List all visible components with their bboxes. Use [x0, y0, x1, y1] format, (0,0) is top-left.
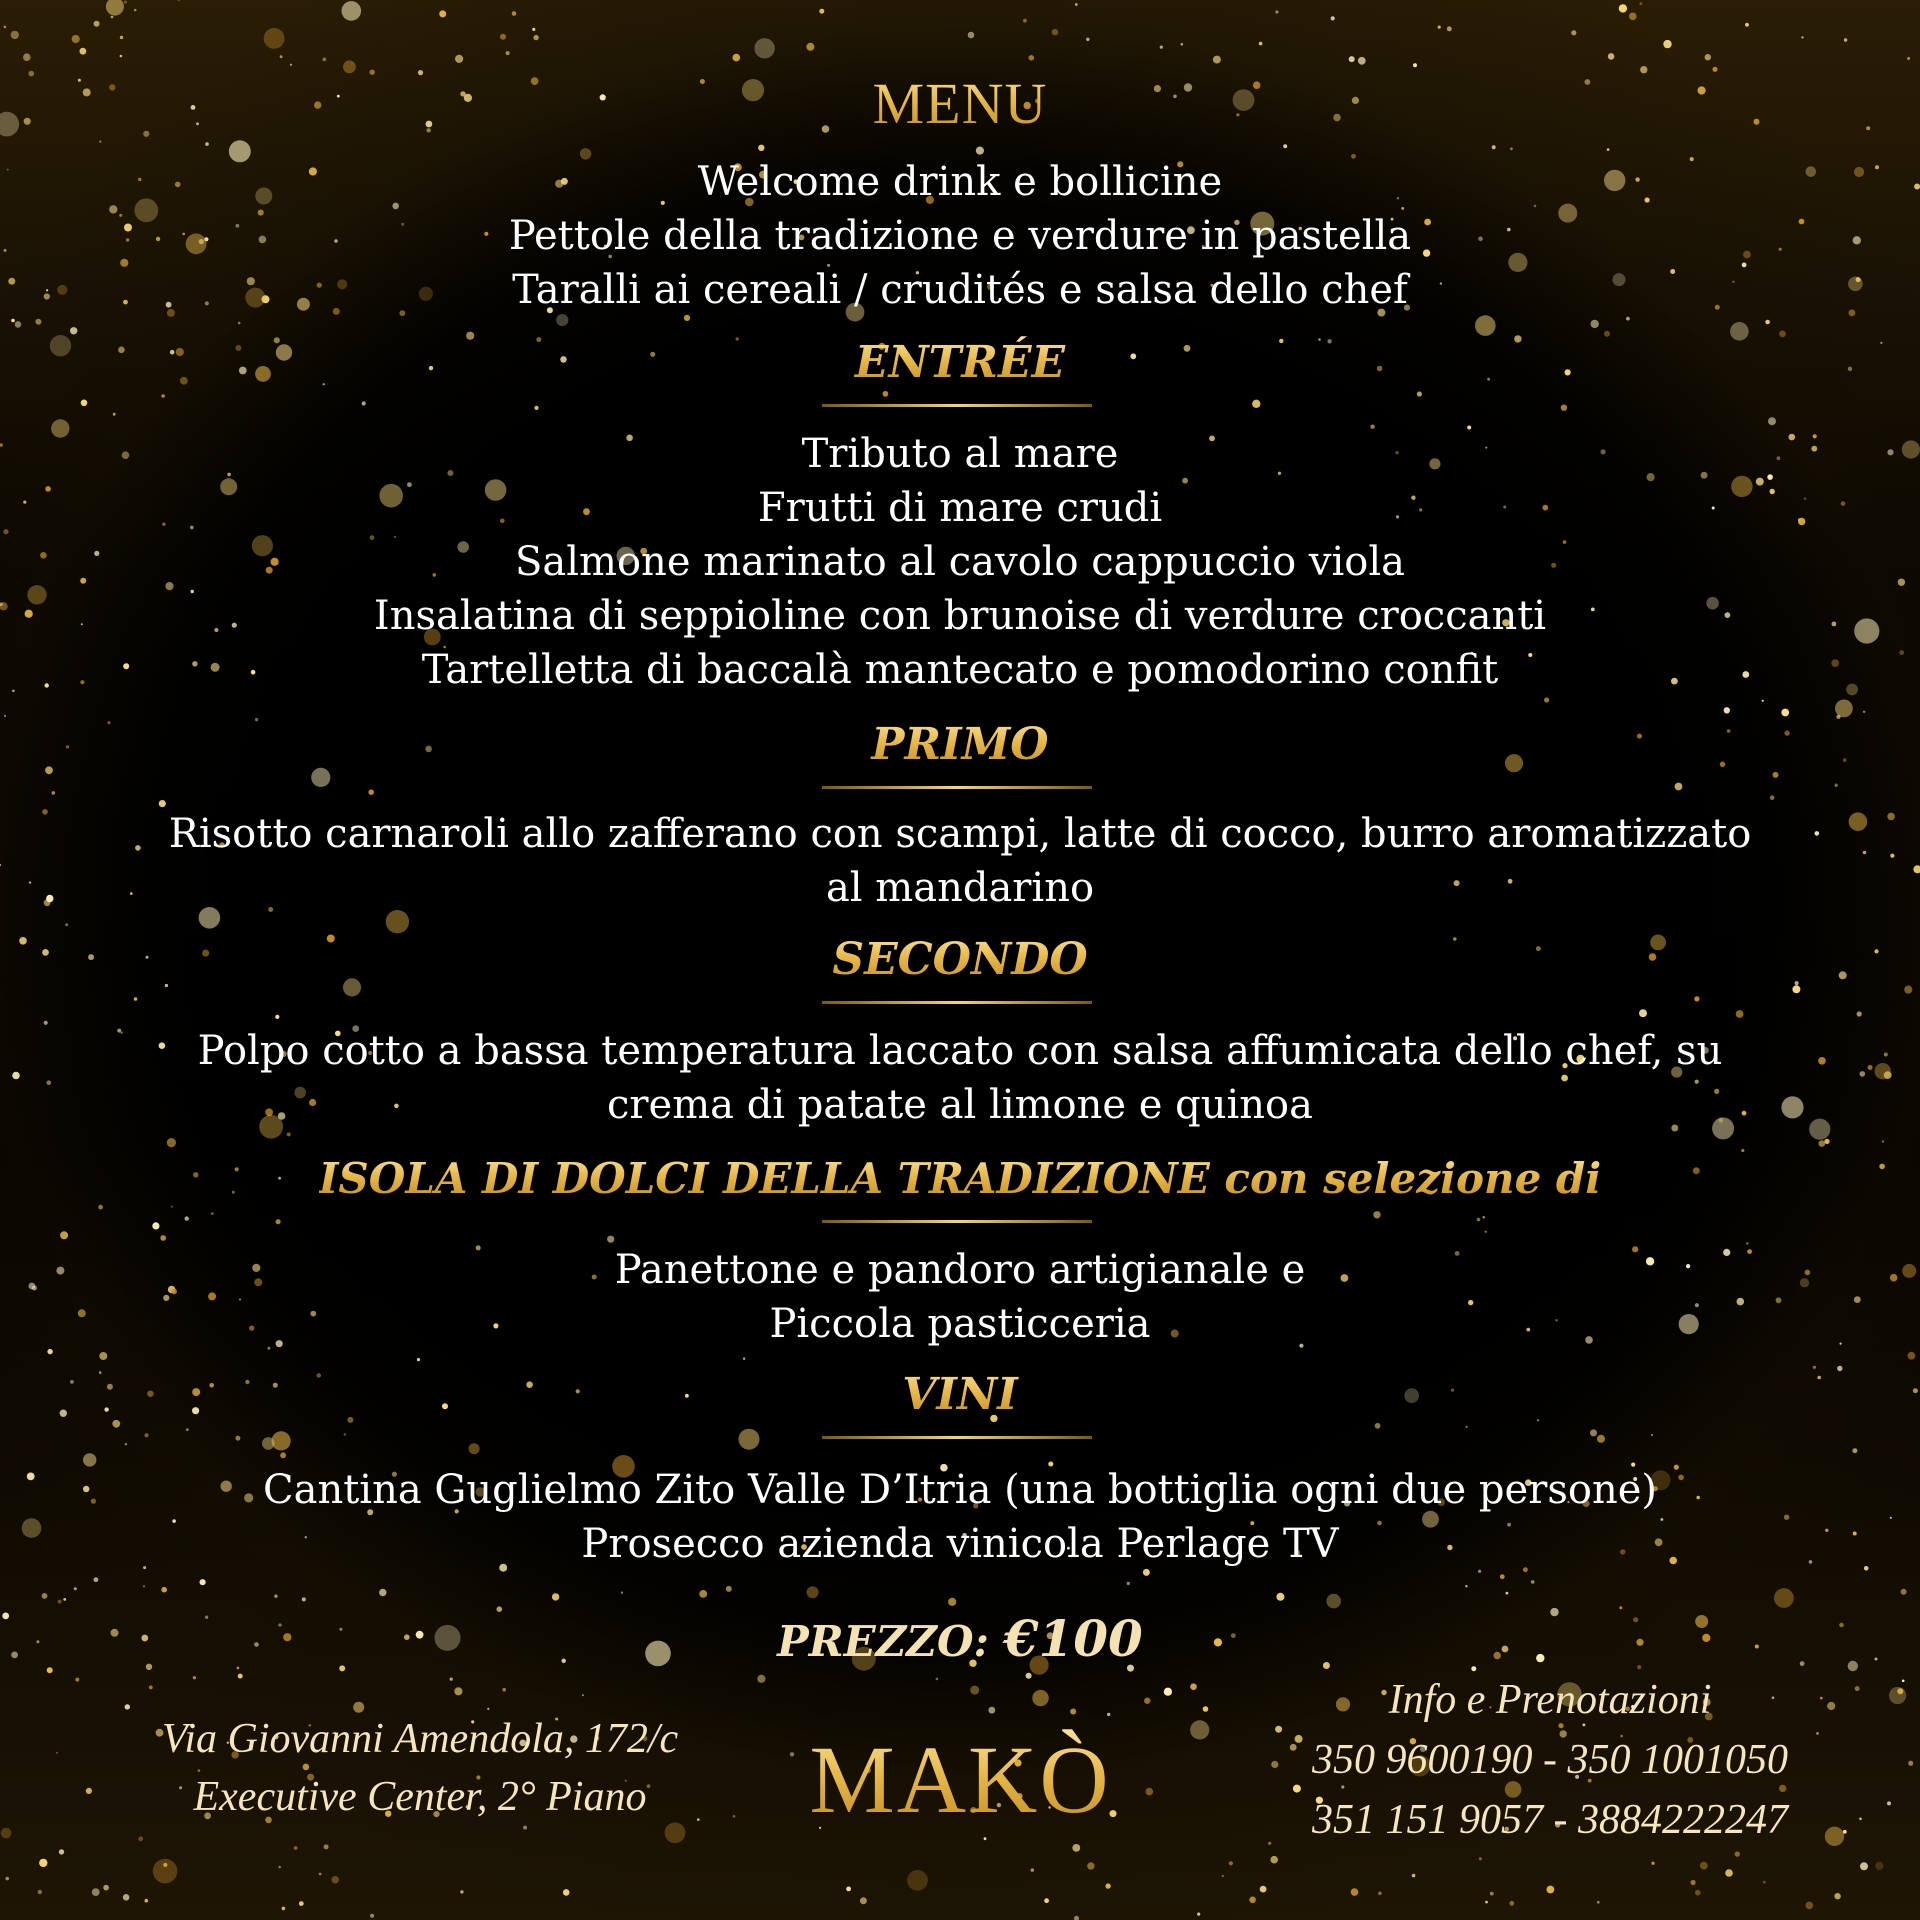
glitter-sparkle	[460, 1890, 463, 1893]
glitter-sparkle	[332, 1876, 339, 1883]
glitter-sparkle	[1806, 1902, 1814, 1910]
glitter-sparkle	[1608, 53, 1615, 60]
glitter-sparkle	[1, 1828, 12, 1839]
glitter-sparkle	[319, 1873, 322, 1876]
glitter-sparkle	[145, 1433, 149, 1437]
glitter-sparkle	[290, 64, 292, 66]
dolci-divider	[822, 1220, 1092, 1223]
glitter-sparkle	[1531, 1580, 1535, 1584]
glitter-sparkle	[1276, 1593, 1284, 1601]
glitter-sparkle	[1763, 1881, 1766, 1884]
glitter-sparkle	[1466, 1426, 1468, 1428]
glitter-sparkle	[757, 1675, 765, 1683]
glitter-sparkle	[1031, 1868, 1034, 1871]
glitter-sparkle	[362, 401, 366, 405]
glitter-sparkle	[111, 16, 114, 19]
glitter-sparkle	[81, 400, 88, 407]
glitter-sparkle	[743, 1358, 745, 1360]
glitter-sparkle	[1351, 1888, 1359, 1896]
glitter-sparkle	[1485, 1901, 1488, 1904]
price	[0, 1609, 1920, 1669]
glitter-sparkle	[1736, 1010, 1744, 1018]
glitter-sparkle	[1075, 3, 1078, 6]
glitter-sparkle	[1326, 1594, 1341, 1609]
glitter-sparkle	[1889, 1687, 1906, 1704]
glitter-sparkle	[282, 1907, 286, 1911]
glitter-sparkle	[120, 55, 123, 58]
glitter-sparkle	[1762, 700, 1764, 702]
glitter-sparkle	[75, 1678, 79, 1682]
glitter-sparkle	[280, 1452, 286, 1458]
glitter-sparkle	[1086, 38, 1089, 41]
glitter-sparkle	[211, 1212, 214, 1215]
glitter-sparkle	[124, 0, 127, 3]
glitter-sparkle	[988, 1707, 995, 1714]
glitter-sparkle	[1597, 1435, 1605, 1443]
glitter-sparkle	[1029, 55, 1035, 61]
glitter-sparkle	[1477, 1218, 1481, 1222]
address-block	[100, 1710, 740, 1826]
glitter-sparkle	[1072, 1844, 1080, 1852]
glitter-sparkle	[1773, 772, 1779, 778]
glitter-sparkle	[123, 1894, 130, 1901]
glitter-sparkle	[450, 1678, 453, 1681]
glitter-sparkle	[99, 1352, 107, 1360]
glitter-sparkle	[1590, 1429, 1597, 1436]
primo-items	[0, 807, 1920, 915]
address-line-street: Via Giovanni Amendola, 172/c	[161, 1716, 679, 1762]
glitter-sparkle	[1781, 709, 1789, 717]
glitter-sparkle	[274, 1595, 277, 1598]
menu-item: Panettone e pandoro artigianale e	[614, 1247, 1306, 1293]
glitter-sparkle	[1695, 1890, 1701, 1896]
glitter-sparkle	[52, 791, 56, 795]
glitter-sparkle	[454, 1687, 462, 1695]
glitter-sparkle	[607, 1236, 614, 1243]
glitter-sparkle	[161, 1587, 167, 1593]
glitter-sparkle	[534, 406, 538, 410]
glitter-sparkle	[370, 1914, 374, 1918]
glitter-sparkle	[125, 1443, 127, 1445]
glitter-sparkle	[739, 1429, 760, 1450]
glitter-sparkle	[1105, 1883, 1110, 1888]
glitter-sparkle	[86, 1788, 92, 1794]
info-block	[1240, 1670, 1860, 1850]
glitter-sparkle	[134, 9, 137, 12]
glitter-sparkle	[936, 1678, 939, 1681]
glitter-sparkle	[1774, 1588, 1794, 1608]
glitter-sparkle	[1213, 56, 1221, 64]
glitter-sparkle	[94, 21, 100, 27]
glitter-sparkle	[160, 1235, 166, 1241]
glitter-sparkle	[1417, 391, 1422, 396]
glitter-sparkle	[1074, 1916, 1079, 1920]
glitter-sparkle	[1863, 711, 1865, 713]
glitter-sparkle	[264, 28, 285, 49]
glitter-sparkle	[56, 1752, 58, 1754]
glitter-sparkle	[1087, 1862, 1094, 1869]
glitter-sparkle	[1259, 42, 1263, 46]
glitter-sparkle	[846, 1887, 851, 1892]
entree-heading: ENTRÉE	[0, 336, 1920, 390]
glitter-sparkle	[275, 1015, 279, 1019]
primo-heading: PRIMO	[0, 718, 1920, 772]
glitter-sparkle	[1907, 57, 1910, 60]
glitter-sparkle	[552, 1593, 559, 1600]
glitter-sparkle	[238, 322, 241, 325]
glitter-sparkle	[1887, 1801, 1891, 1805]
dolci-heading-main: ISOLA DI DOLCI DELLA TRADIZIONE	[318, 1154, 1210, 1203]
glitter-sparkle	[469, 1443, 480, 1454]
vini-divider	[822, 1436, 1092, 1439]
glitter-sparkle	[1181, 43, 1184, 46]
glitter-sparkle	[1378, 1892, 1382, 1896]
glitter-sparkle	[1190, 1720, 1209, 1739]
glitter-sparkle	[1619, 1606, 1622, 1609]
glitter-sparkle	[1735, 1851, 1740, 1856]
glitter-sparkle	[153, 1859, 178, 1884]
menu-item: Piccola pasticceria	[769, 1301, 1151, 1347]
glitter-sparkle	[205, 142, 209, 146]
glitter-sparkle	[134, 997, 138, 1001]
glitter-sparkle	[1629, 12, 1637, 20]
secondo-items	[0, 1024, 1920, 1132]
glitter-sparkle	[4, 715, 6, 717]
glitter-sparkle	[1509, 1901, 1514, 1906]
glitter-sparkle	[11, 31, 19, 39]
glitter-sparkle	[58, 1600, 62, 1604]
menu-item: al mandarino	[825, 865, 1095, 911]
dolci-items	[0, 1243, 1920, 1351]
glitter-sparkle	[1026, 1673, 1032, 1679]
menu-item: Salmone marinato al cavolo cappuccio viola	[515, 539, 1405, 585]
glitter-sparkle	[582, 1694, 584, 1696]
glitter-sparkle	[1844, 38, 1847, 41]
glitter-sparkle	[103, 1885, 109, 1891]
mako-logo: MAKÒ	[760, 1725, 1160, 1835]
menu-item: Polpo cotto a bassa temperatura laccato con salsa affumicata dello chef, su	[197, 1028, 1723, 1074]
glitter-sparkle	[1358, 57, 1366, 65]
glitter-sparkle	[302, 1597, 306, 1601]
glitter-sparkle	[23, 53, 31, 61]
glitter-sparkle	[754, 38, 774, 58]
glitter-sparkle	[200, 1579, 206, 1585]
glitter-sparkle	[193, 1676, 196, 1679]
glitter-sparkle	[883, 391, 889, 397]
glitter-sparkle	[1275, 10, 1278, 13]
glitter-sparkle	[1591, 320, 1599, 328]
glitter-sparkle	[1252, 400, 1260, 408]
glitter-sparkle	[1651, 1862, 1654, 1865]
glitter-sparkle	[287, 1132, 291, 1136]
glitter-sparkle	[70, 327, 77, 334]
glitter-sparkle	[1770, 795, 1775, 800]
glitter-sparkle	[276, 1219, 281, 1224]
glitter-sparkle	[1331, 16, 1335, 20]
glitter-sparkle	[1144, 1698, 1150, 1704]
glitter-sparkle	[59, 1849, 64, 1854]
glitter-sparkle	[907, 1870, 928, 1891]
entree-items	[0, 427, 1920, 697]
phone-numbers-line: 351 151 9057 - 3884222247	[1312, 1797, 1788, 1843]
menu-item: Risotto carnaroli allo zafferano con scampi, latte di cocco, burro aromatizzato	[168, 811, 1752, 857]
glitter-sparkle	[1745, 23, 1749, 27]
glitter-sparkle	[733, 54, 741, 62]
glitter-sparkle	[1438, 26, 1441, 29]
glitter-sparkle	[1270, 1856, 1278, 1864]
menu-item: Taralli ai cereali / crudités e salsa dello chef	[512, 267, 1408, 313]
glitter-sparkle	[1675, 783, 1683, 791]
glitter-sparkle	[39, 1859, 47, 1867]
glitter-sparkle	[1475, 315, 1496, 336]
glitter-sparkle	[1490, 1892, 1494, 1896]
glitter-sparkle	[1127, 1582, 1130, 1585]
glitter-sparkle	[185, 1216, 189, 1220]
glitter-sparkle	[819, 9, 824, 14]
glitter-sparkle	[379, 1589, 386, 1596]
glitter-sparkle	[1619, 4, 1627, 12]
menu-item: Cantina Guglielmo Zito Valle D’Itria (una bottiglia ogni due persone)	[263, 1467, 1657, 1513]
menu-item: Insalatina di seppioline con brunoise di verdure croccanti	[373, 593, 1547, 639]
glitter-sparkle	[120, 36, 123, 39]
glitter-sparkle	[143, 1585, 145, 1587]
glitter-sparkle	[1465, 1585, 1467, 1587]
glitter-sparkle	[65, 923, 68, 926]
glitter-sparkle	[1492, 145, 1496, 149]
glitter-sparkle	[506, 51, 510, 55]
glitter-sparkle	[35, 319, 41, 325]
glitter-sparkle	[145, 1899, 149, 1903]
glitter-sparkle	[758, 145, 764, 151]
glitter-sparkle	[699, 1590, 707, 1598]
menu-item: crema di patate al limone e quinoa	[607, 1082, 1313, 1128]
glitter-sparkle	[1375, 1423, 1381, 1429]
glitter-sparkle	[15, 321, 22, 328]
glitter-sparkle	[299, 1901, 304, 1906]
menu-item: Frutti di mare crudi	[757, 485, 1163, 531]
glitter-sparkle	[1705, 54, 1711, 60]
glitter-sparkle	[1412, 1874, 1416, 1878]
glitter-sparkle	[948, 1598, 956, 1606]
glitter-sparkle	[94, 1577, 99, 1582]
glitter-sparkle	[272, 1431, 291, 1450]
glitter-sparkle	[113, 413, 116, 416]
glitter-sparkle	[1663, 40, 1671, 48]
glitter-sparkle	[4, 26, 7, 29]
welcome-items	[0, 155, 1920, 317]
glitter-sparkle	[1197, 1913, 1200, 1916]
glitter-sparkle	[984, 1837, 987, 1840]
glitter-sparkle	[970, 1686, 979, 1695]
glitter-sparkle	[512, 11, 517, 16]
glitter-sparkle	[1725, 1869, 1733, 1877]
glitter-sparkle	[1222, 1875, 1224, 1877]
glitter-sparkle	[1561, 405, 1567, 411]
glitter-sparkle	[1768, 417, 1776, 425]
menu-item: Prosecco azienda vinicola Perlage TV	[581, 1521, 1339, 1567]
glitter-sparkle	[1260, 1886, 1267, 1893]
glitter-sparkle	[74, 1587, 77, 1590]
glitter-sparkle	[1023, 19, 1027, 23]
glitter-sparkle	[125, 1704, 130, 1709]
glitter-sparkle	[1651, 1434, 1653, 1436]
glitter-sparkle	[860, 1897, 867, 1904]
menu-title: MENU	[0, 70, 1920, 138]
glitter-sparkle	[1902, 1680, 1905, 1683]
glitter-sparkle	[500, 34, 506, 40]
glitter-sparkle	[1500, 1574, 1505, 1579]
entree-divider	[822, 404, 1092, 407]
glitter-sparkle	[1765, 320, 1770, 325]
glitter-sparkle	[1700, 1862, 1708, 1870]
glitter-sparkle	[1413, 63, 1417, 67]
glitter-sparkle	[38, 1890, 42, 1894]
glitter-sparkle	[1857, 1011, 1862, 1016]
glitter-sparkle	[532, 28, 535, 31]
glitter-sparkle	[1897, 1688, 1903, 1694]
glitter-sparkle	[42, 1593, 48, 1599]
glitter-sparkle	[1373, 1211, 1380, 1218]
glitter-sparkle	[167, 1138, 176, 1147]
glitter-sparkle	[1510, 147, 1513, 150]
glitter-sparkle	[238, 1674, 243, 1679]
glitter-sparkle	[1901, 1589, 1907, 1595]
glitter-sparkle	[1834, 1893, 1840, 1899]
secondo-heading: SECONDO	[0, 933, 1920, 987]
glitter-sparkle	[60, 1231, 68, 1239]
glitter-sparkle	[80, 48, 87, 55]
glitter-sparkle	[72, 35, 80, 43]
primo-divider	[822, 786, 1092, 789]
menu-item: Tartelletta di baccalà mantecato e pomodorino confit	[421, 647, 1499, 693]
price-label: PREZZO:	[777, 1617, 1004, 1666]
glitter-sparkle	[322, 58, 326, 62]
glitter-sparkle	[149, 1686, 153, 1690]
glitter-sparkle	[106, 0, 124, 16]
vini-heading: VINI	[0, 1368, 1920, 1422]
glitter-sparkle	[11, 319, 15, 323]
glitter-sparkle	[1544, 697, 1549, 702]
glitter-sparkle	[1249, 1897, 1256, 1904]
glitter-sparkle	[1882, 1140, 1884, 1142]
glitter-sparkle	[1835, 784, 1838, 787]
glitter-sparkle	[235, 1436, 240, 1441]
glitter-sparkle	[1506, 1592, 1509, 1595]
glitter-sparkle	[1044, 1898, 1049, 1903]
glitter-sparkle	[342, 1, 362, 21]
glitter-sparkle	[186, 1428, 189, 1431]
info-title: Info e Prenotazioni	[1388, 1677, 1712, 1723]
glitter-sparkle	[279, 1866, 281, 1868]
glitter-sparkle	[1626, 317, 1630, 321]
glitter-sparkle	[1724, 707, 1730, 713]
glitter-sparkle	[1597, 1901, 1600, 1904]
glitter-sparkle	[621, 1592, 623, 1594]
glitter-sparkle	[455, 55, 463, 63]
glitter-sparkle	[99, 141, 101, 143]
glitter-sparkle	[1052, 29, 1058, 35]
glitter-sparkle	[1824, 1139, 1829, 1144]
glitter-sparkle	[63, 1598, 66, 1601]
glitter-sparkle	[523, 1826, 527, 1830]
glitter-sparkle	[563, 1889, 570, 1896]
glitter-sparkle	[1819, 1140, 1826, 1147]
glitter-sparkle	[1908, 1761, 1913, 1766]
glitter-sparkle	[178, 0, 180, 1]
glitter-sparkle	[280, 55, 283, 58]
glitter-sparkle	[1190, 1683, 1197, 1690]
glitter-sparkle	[439, 10, 446, 17]
glitter-sparkle	[1852, 1448, 1857, 1453]
glitter-sparkle	[5, 1877, 9, 1881]
glitter-sparkle	[1203, 1706, 1209, 1712]
glitter-sparkle	[1485, 1231, 1487, 1233]
glitter-sparkle	[1571, 30, 1576, 35]
glitter-sparkle	[344, 1433, 346, 1435]
glitter-sparkle	[1483, 1216, 1485, 1218]
glitter-sparkle	[502, 1688, 506, 1692]
glitter-sparkle	[1639, 2, 1642, 5]
glitter-sparkle	[1639, 1009, 1647, 1017]
secondo-divider	[822, 1001, 1092, 1004]
glitter-sparkle	[1349, 56, 1355, 62]
glitter-sparkle	[1229, 1861, 1233, 1865]
glitter-sparkle	[1835, 700, 1853, 718]
glitter-sparkle	[1694, 996, 1699, 1001]
menu-item: Tributo al mare	[801, 431, 1119, 477]
glitter-sparkle	[1032, 1690, 1048, 1706]
glitter-sparkle	[294, 1846, 298, 1850]
menu-item: Pettole della tradizione e verdure in pastella	[508, 213, 1412, 259]
glitter-sparkle	[1691, 1880, 1696, 1885]
dolci-heading	[0, 1152, 1920, 1206]
glitter-sparkle	[161, 394, 165, 398]
dolci-heading-suffix: con selezione di	[1209, 1154, 1602, 1203]
glitter-sparkle	[324, 1844, 329, 1849]
glitter-sparkle	[1908, 1352, 1916, 1360]
glitter-sparkle	[1875, 1862, 1883, 1870]
price-amount: €100	[1003, 1609, 1143, 1668]
menu-item: Welcome drink e bollicine	[697, 159, 1223, 205]
glitter-sparkle	[368, 789, 374, 795]
glitter-sparkle	[1479, 1857, 1482, 1860]
glitter-sparkle	[417, 1358, 420, 1361]
glitter-sparkle	[92, 1888, 100, 1896]
glitter-sparkle	[1160, 46, 1163, 49]
phone-numbers-line: 350 9600190 - 350 1001050	[1312, 1737, 1788, 1783]
vini-items	[0, 1463, 1920, 1571]
glitter-sparkle	[138, 1836, 143, 1841]
glitter-sparkle	[726, 1586, 732, 1592]
glitter-sparkle	[1447, 26, 1452, 31]
glitter-sparkle	[1164, 1688, 1172, 1696]
glitter-sparkle	[976, 147, 984, 155]
glitter-sparkle	[1107, 1713, 1110, 1716]
glitter-sparkle	[1547, 1886, 1555, 1894]
glitter-sparkle	[1283, 144, 1287, 148]
glitter-sparkle	[533, 35, 538, 40]
glitter-sparkle	[1860, 1862, 1868, 1870]
glitter-sparkle	[152, 1222, 159, 1229]
address-line-building: Executive Center, 2° Piano	[193, 1774, 647, 1820]
glitter-sparkle	[1070, 1709, 1076, 1715]
glitter-sparkle	[807, 1586, 819, 1598]
glitter-sparkle	[806, 43, 814, 51]
glitter-sparkle	[1607, 148, 1610, 151]
glitter-sparkle	[1801, 36, 1803, 38]
glitter-sparkle	[968, 32, 975, 39]
